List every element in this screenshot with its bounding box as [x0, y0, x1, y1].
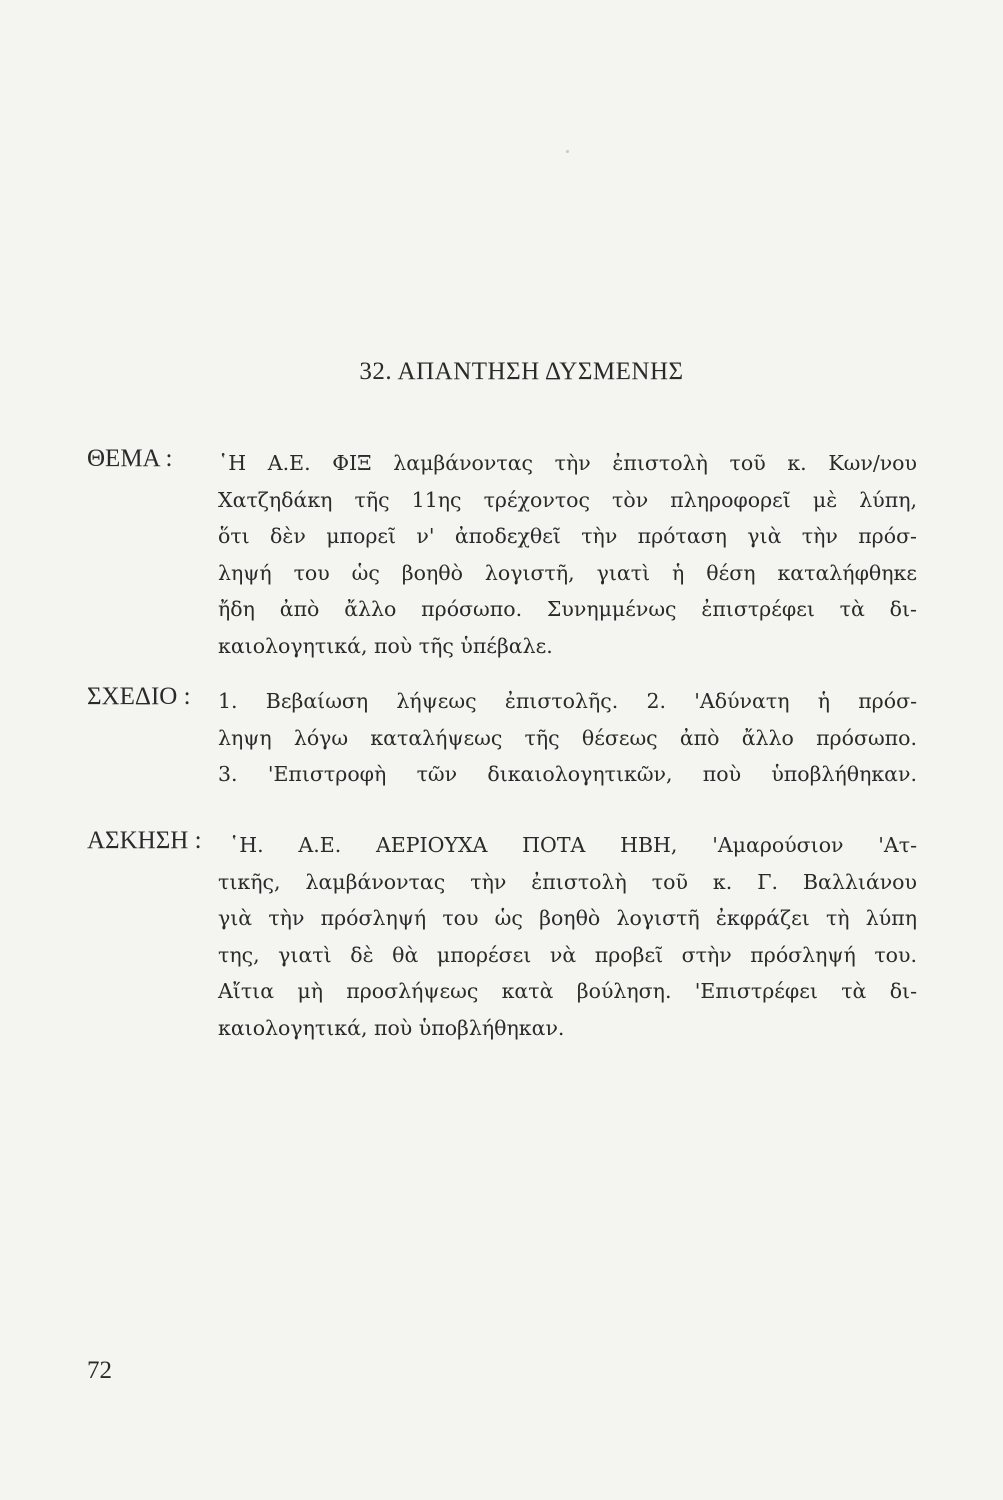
text-line: καιολογητικά, ποὺ ὑποβλήθηκαν.	[218, 1015, 565, 1040]
section-label-thema: ΘΕΜΑ :	[87, 445, 173, 472]
section-body-thema	[218, 445, 917, 665]
section-label-schedio: ΣΧΕΔΙΟ :	[87, 683, 191, 710]
text-line: τικῆς, λαμβάνοντας τὴν ἐπιστολὴ τοῦ κ. Γ. Βαλλιάνου	[218, 869, 917, 894]
section-label-askisi: ΑΣΚΗΣΗ :	[87, 827, 202, 854]
text-line: ῾Η. Α.Ε. ΑΕΡΙΟΥΧΑ ΠΟΤΑ ΗΒΗ, 'Αμαρούσιον 'Ατ-	[229, 833, 917, 857]
text-line: ῾Η Α.Ε. ΦΙΞ λαμβάνοντας τὴν ἐπιστολὴ τοῦ κ. Κων/νου	[218, 451, 917, 475]
page-title: 32. ΑΠΑΝΤΗΣΗ ΔΥΣΜΕΝΗΣ	[359, 358, 684, 385]
paper-speck	[566, 150, 569, 153]
text-line: ληψή του ὡς βοηθὸ λογιστῆ, γιατὶ ἡ θέση καταλήφθηκε	[218, 560, 917, 585]
section-body-askisi	[218, 827, 917, 1047]
text-line: γιὰ τὴν πρόσληψή του ὡς βοηθὸ λογιστῆ ἐκφράζει τὴ λύπη	[218, 906, 917, 931]
text-line: ὅτι δὲν μπορεῖ ν' ἀποδεχθεῖ τὴν πρόταση γιὰ τὴν πρόσ-	[218, 524, 917, 549]
text-line: Αἴτια μὴ προσλήψεως κατὰ βούληση. 'Επιστρέφει τὰ δι-	[218, 979, 917, 1004]
page-number: 72	[87, 1357, 112, 1384]
text-line: 1. Βεβαίωση λήψεως ἐπιστολῆς. 2. 'Αδύνατη ἡ πρόσ-	[218, 689, 917, 713]
text-line: ληψη λόγω καταλήψεως τῆς θέσεως ἀπὸ ἄλλο πρόσωπο.	[218, 725, 917, 750]
text-line: Χατζηδάκη τῆς 11ης τρέχοντος τὸν πληροφορεῖ μὲ λύπη,	[218, 487, 917, 512]
text-line: ἤδη ἀπὸ ἄλλο πρόσωπο. Συνημμένως ἐπιστρέφει τὰ δι-	[218, 597, 917, 622]
text-line: της, γιατὶ δὲ θὰ μπορέσει νὰ προβεῖ στὴν πρόσληψή του.	[218, 942, 917, 967]
section-body-schedio	[218, 683, 917, 793]
text-line: 3. 'Επιστροφὴ τῶν δικαιολογητικῶν, ποὺ ὑποβλήθηκαν.	[218, 762, 917, 787]
text-line: καιολογητικά, ποὺ τῆς ὑπέβαλε.	[218, 633, 553, 658]
